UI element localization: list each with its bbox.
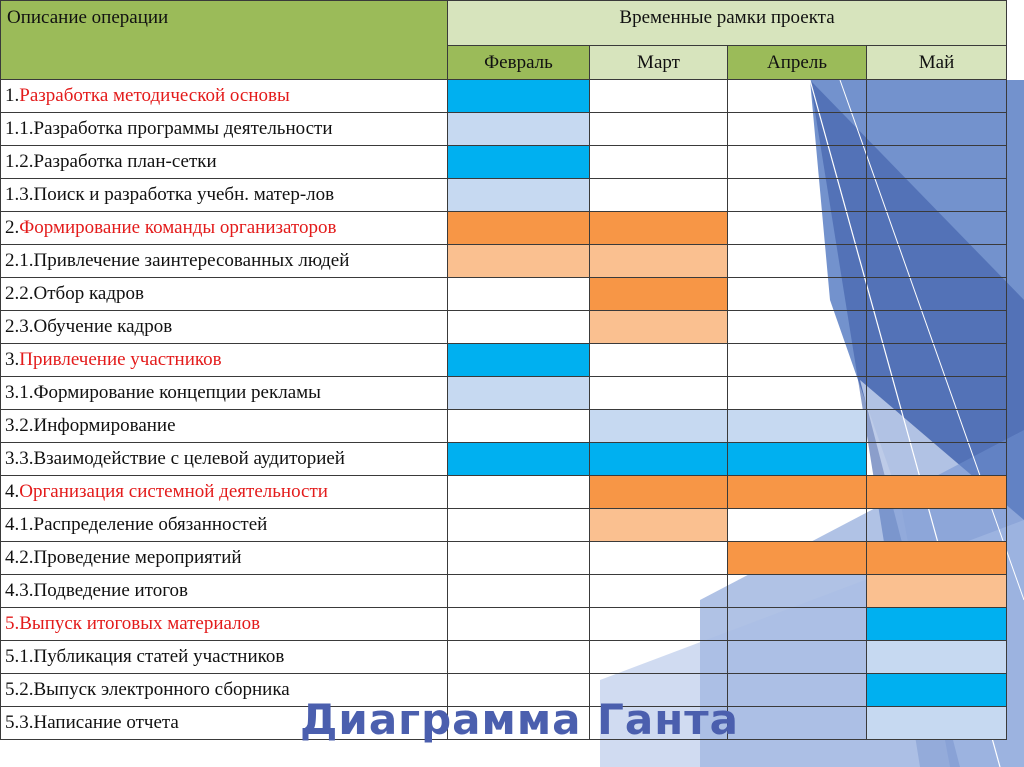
task-label [1,278,448,311]
task-label [1,113,448,146]
gantt-bar-may [867,575,1007,608]
gantt-cell-april [728,146,867,179]
gantt-cell-may [867,443,1007,476]
task-row [1,509,1007,542]
gantt-cell-february [448,311,590,344]
task-row [1,641,1007,674]
gantt-cell-may [867,278,1007,311]
gantt-cell-may [867,179,1007,212]
task-row [1,311,1007,344]
gantt-cell-april [728,311,867,344]
task-row [1,344,1007,377]
gantt-cell-march [590,179,728,212]
task-name: Поиск и разработка учебн. матер-лов [33,184,335,205]
gantt-bar-february [448,245,590,278]
task-name: Разработка программы деятельности [33,118,333,139]
task-name: Разработка план-сетки [33,151,217,172]
gantt-cell-april [728,212,867,245]
gantt-bar-may [867,476,1007,509]
task-label [1,344,448,377]
gantt-cell-may [867,311,1007,344]
header-description: Описание операции [1,1,448,80]
gantt-cell-may [867,212,1007,245]
month-header-march: Март [590,46,728,80]
gantt-bar-february [448,146,590,179]
gantt-cell-april [728,278,867,311]
gantt-cell-march [590,146,728,179]
gantt-bar-february [448,377,590,410]
gantt-cell-april [728,674,867,707]
task-number: 3.3. [5,448,34,469]
task-name: Подведение итогов [33,580,189,601]
task-row [1,80,1007,113]
gantt-cell-february [448,608,590,641]
gantt-cell-february [448,509,590,542]
gantt-cell-may [867,377,1007,410]
gantt-bar-february [448,179,590,212]
gantt-cell-april [728,179,867,212]
task-row [1,278,1007,311]
gantt-bar-may [867,707,1007,740]
task-number: 3.1. [5,382,34,403]
task-name: Отбор кадров [33,283,144,304]
task-number: 5. [5,613,20,634]
task-label [1,212,448,245]
gantt-cell-april [728,80,867,113]
gantt-cell-april [728,509,867,542]
gantt-bar-february [448,212,590,245]
chart-title: Диаграмма Ганта [300,695,739,744]
gantt-cell-march [590,80,728,113]
gantt-bar-may [867,674,1007,707]
task-name: Проведение мероприятий [33,547,242,568]
task-name: Формирование концепции рекламы [33,382,321,403]
task-name: Формирование команды организаторов [19,217,337,238]
task-label [1,641,448,674]
task-number: 1. [5,85,20,106]
gantt-bar-march [590,278,728,311]
gantt-cell-march [590,641,728,674]
task-number: 5.3. [5,712,34,733]
task-row [1,410,1007,443]
gantt-cell-february [448,410,590,443]
task-label [1,410,448,443]
task-number: 4. [5,481,20,502]
task-label [1,80,448,113]
gantt-bar-march [590,311,728,344]
gantt-bar-february [448,443,590,476]
task-number: 3.2. [5,415,34,436]
task-label [1,443,448,476]
task-number: 2. [5,217,20,238]
month-header-may: Май [867,46,1007,80]
task-name: Выпуск электронного сборника [33,679,290,700]
gantt-bar-march [590,212,728,245]
gantt-bar-march [590,509,728,542]
gantt-cell-march [590,113,728,146]
gantt-bar-april [728,476,867,509]
gantt-cell-april [728,707,867,740]
task-name: Разработка методической основы [19,85,290,106]
task-number: 1.3. [5,184,34,205]
gantt-bar-april [728,443,867,476]
task-row [1,179,1007,212]
month-header-april: Апрель [728,46,867,80]
gantt-cell-february [448,278,590,311]
task-name: Обучение кадров [33,316,173,337]
task-label [1,311,448,344]
gantt-bar-march [590,476,728,509]
task-number: 2.2. [5,283,34,304]
gantt-bar-march [590,245,728,278]
gantt-bar-march [590,443,728,476]
month-header-february: Февраль [448,46,590,80]
task-label [1,476,448,509]
task-name: Организация системной деятельности [19,481,328,502]
task-number: 1.2. [5,151,34,172]
task-row [1,476,1007,509]
gantt-cell-may [867,509,1007,542]
gantt-bar-february [448,80,590,113]
task-row [1,542,1007,575]
task-row [1,212,1007,245]
task-row [1,443,1007,476]
gantt-cell-may [867,344,1007,377]
task-row [1,113,1007,146]
task-name: Привлечение заинтересованных людей [33,250,350,271]
gantt-cell-march [590,377,728,410]
task-label [1,542,448,575]
gantt-bar-march [590,410,728,443]
task-name: Распределение обязанностей [33,514,268,535]
gantt-cell-may [867,80,1007,113]
gantt-bar-april [728,542,867,575]
task-row [1,245,1007,278]
task-label [1,179,448,212]
task-label [1,146,448,179]
task-row [1,608,1007,641]
gantt-bar-february [448,113,590,146]
task-name: Информирование [33,415,176,436]
gantt-cell-march [590,575,728,608]
task-name: Публикация статей участников [33,646,285,667]
task-number: 5.2. [5,679,34,700]
task-row [1,575,1007,608]
gantt-cell-february [448,542,590,575]
task-number: 1.1. [5,118,34,139]
gantt-cell-april [728,608,867,641]
task-name: Написание отчета [33,712,179,733]
gantt-cell-march [590,608,728,641]
task-row [1,146,1007,179]
task-label [1,575,448,608]
gantt-cell-april [728,641,867,674]
task-name: Взаимодействие с целевой аудиторией [33,448,345,469]
gantt-cell-april [728,245,867,278]
task-label [1,608,448,641]
gantt-cell-april [728,377,867,410]
task-number: 2.1. [5,250,34,271]
task-number: 3. [5,349,20,370]
gantt-cell-april [728,344,867,377]
gantt-bar-may [867,641,1007,674]
gantt-cell-may [867,245,1007,278]
gantt-cell-february [448,476,590,509]
gantt-cell-may [867,113,1007,146]
gantt-cell-march [590,542,728,575]
gantt-cell-march [590,344,728,377]
task-row [1,377,1007,410]
gantt-cell-april [728,113,867,146]
gantt-bar-february [448,344,590,377]
gantt-cell-february [448,641,590,674]
task-number: 2.3. [5,316,34,337]
task-number: 4.1. [5,514,34,535]
gantt-bar-april [728,410,867,443]
task-number: 5.1. [5,646,34,667]
gantt-body [1,80,1007,740]
task-name: Выпуск итоговых материалов [19,613,261,634]
task-number: 4.2. [5,547,34,568]
task-label [1,377,448,410]
task-label [1,509,448,542]
gantt-bar-may [867,542,1007,575]
gantt-cell-may [867,146,1007,179]
header-timeframe: Временные рамки проекта [448,1,1007,46]
task-label [1,245,448,278]
gantt-cell-april [728,575,867,608]
task-number: 4.3. [5,580,34,601]
gantt-cell-may [867,410,1007,443]
gantt-bar-may [867,608,1007,641]
gantt-cell-february [448,575,590,608]
task-name: Привлечение участников [19,349,222,370]
